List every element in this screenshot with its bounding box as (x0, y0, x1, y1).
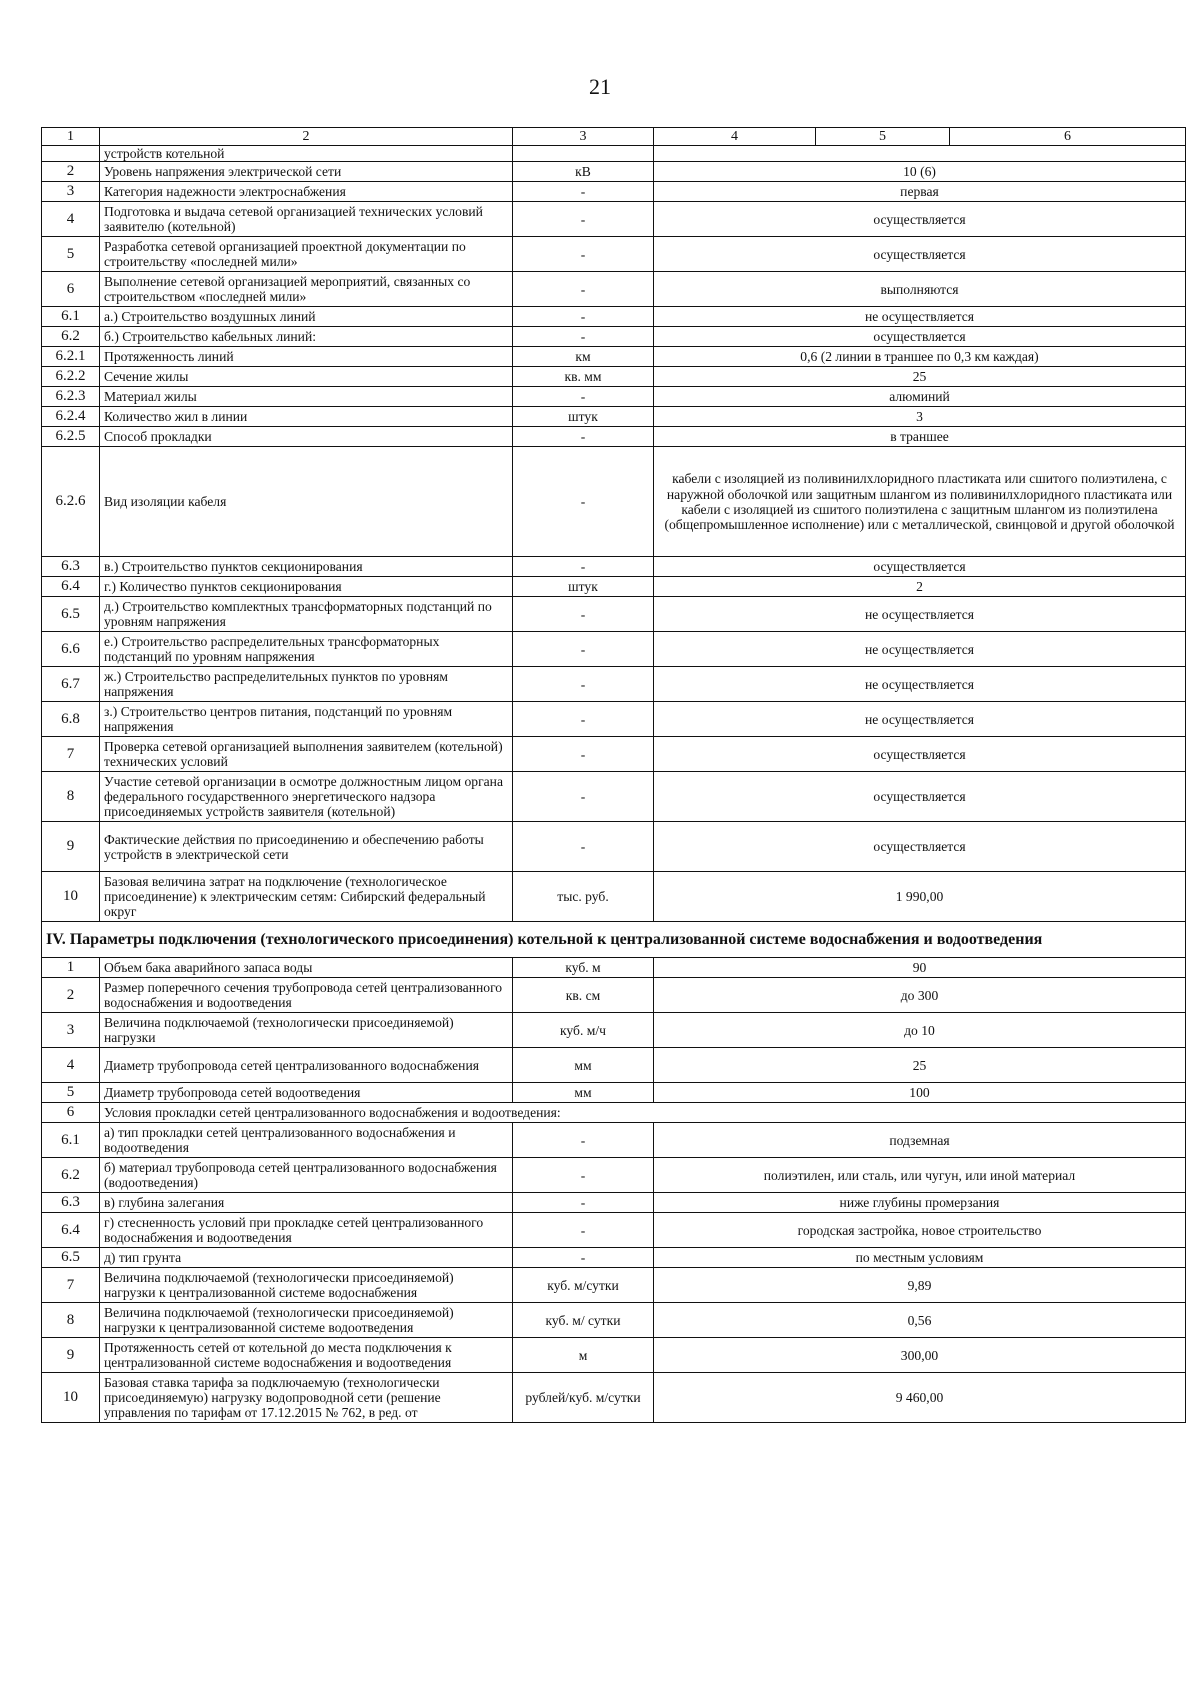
unit-cell: - (513, 822, 654, 872)
header-cell: 2 (100, 128, 513, 146)
unit-cell: тыс. руб. (513, 872, 654, 922)
number-cell: 4 (42, 1048, 100, 1083)
number-cell: 6 (42, 1103, 100, 1123)
value-cell: полиэтилен, или сталь, или чугун, или иной материал (654, 1158, 1186, 1193)
unit-cell: мм (513, 1083, 654, 1103)
number-cell: 6.1 (42, 307, 100, 327)
table-row (42, 1103, 1186, 1123)
number-cell: 6.8 (42, 702, 100, 737)
table-row (42, 407, 1186, 427)
table-row (42, 1123, 1186, 1158)
value-cell: осуществляется (654, 557, 1186, 577)
description-cell: Количество жил в линии (100, 407, 513, 427)
table-row (42, 702, 1186, 737)
number-cell: 9 (42, 822, 100, 872)
table-row (42, 822, 1186, 872)
value-cell: алюминий (654, 387, 1186, 407)
unit-cell: - (513, 597, 654, 632)
description-cell: Категория надежности электроснабжения (100, 182, 513, 202)
unit-cell: - (513, 272, 654, 307)
unit-cell (513, 146, 654, 162)
value-cell: 2 (654, 577, 1186, 597)
value-cell: 100 (654, 1083, 1186, 1103)
value-cell: 25 (654, 367, 1186, 387)
unit-cell: куб. м/сутки (513, 1268, 654, 1303)
value-cell: 9 460,00 (654, 1373, 1186, 1423)
unit-cell: кв. см (513, 978, 654, 1013)
table-row (42, 597, 1186, 632)
unit-cell: - (513, 202, 654, 237)
number-cell: 2 (42, 162, 100, 182)
value-cell: в траншее (654, 427, 1186, 447)
description-cell: Размер поперечного сечения трубопровода сетей централизованного водоснабжения и водоотведения (100, 978, 513, 1013)
unit-cell: - (513, 1248, 654, 1268)
value-cell: 0,6 (2 линии в траншее по 0,3 км каждая) (654, 347, 1186, 367)
number-cell: 6.5 (42, 597, 100, 632)
unit-cell: - (513, 327, 654, 347)
value-cell: кабели с изоляцией из поливинилхлоридного пластиката или сшитого полиэтилена, с наружной оболочкой или защитным шлангом из поливинилхлоридного пластиката или кабели с изоляцией из сшитого полиэтилена с защитным шлангом из полиэтилена (общепромышленное исполнение) или с металлической, свинцовой и другой оболочкой (654, 447, 1186, 557)
table-row (42, 667, 1186, 702)
number-cell: 6.2.4 (42, 407, 100, 427)
number-cell: 7 (42, 737, 100, 772)
table-row (42, 1193, 1186, 1213)
number-cell: 6.2 (42, 1158, 100, 1193)
header-cell: 4 (654, 128, 816, 146)
unit-cell: м (513, 1338, 654, 1373)
value-cell: до 10 (654, 1013, 1186, 1048)
value-cell: осуществляется (654, 237, 1186, 272)
value-cell: 25 (654, 1048, 1186, 1083)
unit-cell: куб. м/ сутки (513, 1303, 654, 1338)
value-cell: 90 (654, 958, 1186, 978)
number-cell: 6.4 (42, 577, 100, 597)
table-row (42, 1048, 1186, 1083)
description-cell: г) стесненность условий при прокладке сетей централизованного водоснабжения и водоотведения (100, 1213, 513, 1248)
number-cell: 6.2.6 (42, 447, 100, 557)
value-cell: осуществляется (654, 327, 1186, 347)
number-cell (42, 146, 100, 162)
description-cell: Разработка сетевой организацией проектной документации по строительству «последней мили» (100, 237, 513, 272)
number-cell: 4 (42, 202, 100, 237)
description-cell: а) тип прокладки сетей централизованного водоснабжения и водоотведения (100, 1123, 513, 1158)
table-row (42, 1213, 1186, 1248)
value-cell: 3 (654, 407, 1186, 427)
continuation-row (42, 146, 1186, 162)
table-row (42, 978, 1186, 1013)
value-cell: не осуществляется (654, 597, 1186, 632)
value-cell: первая (654, 182, 1186, 202)
header-cell: 3 (513, 128, 654, 146)
description-cell: Протяженность линий (100, 347, 513, 367)
value-cell: до 300 (654, 978, 1186, 1013)
table-row (42, 427, 1186, 447)
description-cell: Базовая величина затрат на подключение (технологическое присоединение) к электрическим сетям: Сибирский федеральный округ (100, 872, 513, 922)
table-row (42, 1013, 1186, 1048)
number-cell: 6.7 (42, 667, 100, 702)
table-row (42, 387, 1186, 407)
number-cell: 6.1 (42, 1123, 100, 1158)
number-cell: 6.2 (42, 327, 100, 347)
unit-cell: кв. мм (513, 367, 654, 387)
table-row (42, 347, 1186, 367)
unit-cell: - (513, 667, 654, 702)
unit-cell: - (513, 307, 654, 327)
value-cell: городская застройка, новое строительство (654, 1213, 1186, 1248)
description-cell: Материал жилы (100, 387, 513, 407)
description-cell: г.) Количество пунктов секционирования (100, 577, 513, 597)
unit-cell: - (513, 632, 654, 667)
number-cell: 6.2.2 (42, 367, 100, 387)
unit-cell: - (513, 447, 654, 557)
table-row (42, 272, 1186, 307)
table-row (42, 772, 1186, 822)
description-cell: Диаметр трубопровода сетей централизованного водоснабжения (100, 1048, 513, 1083)
number-cell: 2 (42, 978, 100, 1013)
value-cell: 0,56 (654, 1303, 1186, 1338)
value-cell: подземная (654, 1123, 1186, 1158)
description-cell: устройств котельной (100, 146, 513, 162)
number-cell: 6.5 (42, 1248, 100, 1268)
number-cell: 10 (42, 872, 100, 922)
table-row (42, 202, 1186, 237)
number-cell: 6.3 (42, 557, 100, 577)
unit-cell: - (513, 737, 654, 772)
unit-cell: - (513, 387, 654, 407)
description-cell: Проверка сетевой организацией выполнения заявителем (котельной) технических условий (100, 737, 513, 772)
description-cell: Величина подключаемой (технологически присоединяемой) нагрузки (100, 1013, 513, 1048)
section-title: IV. Параметры подключения (технологического присоединения) котельной к централизованной системе водоснабжения и водоотведения (42, 922, 1186, 958)
table-row (42, 632, 1186, 667)
description-cell: з.) Строительство центров питания, подстанций по уровням напряжения (100, 702, 513, 737)
table-row (42, 327, 1186, 347)
value-cell: по местным условиям (654, 1248, 1186, 1268)
description-cell: Вид изоляции кабеля (100, 447, 513, 557)
description-cell: Условия прокладки сетей централизованного водоснабжения и водоотведения: (100, 1103, 1186, 1123)
number-cell: 8 (42, 1303, 100, 1338)
unit-cell: - (513, 1213, 654, 1248)
unit-cell: - (513, 427, 654, 447)
number-cell: 10 (42, 1373, 100, 1423)
description-cell: а.) Строительство воздушных линий (100, 307, 513, 327)
description-cell: б) материал трубопровода сетей централизованного водоснабжения (водоотведения) (100, 1158, 513, 1193)
value-cell: не осуществляется (654, 307, 1186, 327)
description-cell: в) глубина залегания (100, 1193, 513, 1213)
table-row (42, 237, 1186, 272)
number-cell: 6 (42, 272, 100, 307)
page-number: 21 (589, 74, 611, 99)
table-row (42, 1158, 1186, 1193)
unit-cell: км (513, 347, 654, 367)
number-cell: 7 (42, 1268, 100, 1303)
description-cell: Фактические действия по присоединению и обеспечению работы устройств в электрической сети (100, 822, 513, 872)
unit-cell: рублей/куб. м/сутки (513, 1373, 654, 1423)
unit-cell: - (513, 557, 654, 577)
unit-cell: штук (513, 577, 654, 597)
description-cell: Сечение жилы (100, 367, 513, 387)
value-cell: осуществляется (654, 772, 1186, 822)
number-cell: 1 (42, 958, 100, 978)
unit-cell: - (513, 1193, 654, 1213)
unit-cell: - (513, 182, 654, 202)
table-row (42, 307, 1186, 327)
unit-cell: мм (513, 1048, 654, 1083)
description-cell: в.) Строительство пунктов секционирования (100, 557, 513, 577)
table-row (42, 1248, 1186, 1268)
table-row (42, 872, 1186, 922)
number-cell: 3 (42, 182, 100, 202)
description-cell: Участие сетевой организации в осмотре должностным лицом органа федерального государственного энергетического надзора присоединяемых устройств заявителя (котельной) (100, 772, 513, 822)
value-cell: 1 990,00 (654, 872, 1186, 922)
value-cell: осуществляется (654, 202, 1186, 237)
description-cell: Выполнение сетевой организацией мероприятий, связанных со строительством «последней мили» (100, 272, 513, 307)
number-cell: 3 (42, 1013, 100, 1048)
section-title-row (42, 922, 1186, 958)
description-cell: Уровень напряжения электрической сети (100, 162, 513, 182)
unit-cell: - (513, 1158, 654, 1193)
value-cell: выполняются (654, 272, 1186, 307)
parameters-table (41, 127, 1186, 1423)
unit-cell: - (513, 702, 654, 737)
unit-cell: - (513, 1123, 654, 1158)
description-cell: Базовая ставка тарифа за подключаемую (технологически присоединяемую) нагрузку водопроводной сети (решение управления по тарифам от 17.12.2015 № 762, в ред. от (100, 1373, 513, 1423)
value-cell: осуществляется (654, 822, 1186, 872)
number-cell: 9 (42, 1338, 100, 1373)
description-cell: Протяженность сетей от котельной до места подключения к централизованной системе водоснабжения и водоотведения (100, 1338, 513, 1373)
number-cell: 5 (42, 1083, 100, 1103)
description-cell: д.) Строительство комплектных трансформаторных подстанций по уровням напряжения (100, 597, 513, 632)
header-cell: 5 (816, 128, 950, 146)
description-cell: б.) Строительство кабельных линий: (100, 327, 513, 347)
table-row (42, 557, 1186, 577)
number-cell: 6.3 (42, 1193, 100, 1213)
value-cell: 10 (6) (654, 162, 1186, 182)
number-cell: 6.2.3 (42, 387, 100, 407)
header-cell: 6 (950, 128, 1186, 146)
unit-cell: - (513, 237, 654, 272)
description-cell: Диаметр трубопровода сетей водоотведения (100, 1083, 513, 1103)
value-cell: не осуществляется (654, 667, 1186, 702)
value-cell: не осуществляется (654, 632, 1186, 667)
value-cell (654, 146, 1186, 162)
description-cell: д) тип грунта (100, 1248, 513, 1268)
table-row (42, 1268, 1186, 1303)
header-cell: 1 (42, 128, 100, 146)
unit-cell: кВ (513, 162, 654, 182)
table-row (42, 182, 1186, 202)
table-row (42, 1303, 1186, 1338)
header-row (42, 128, 1186, 146)
description-cell: Подготовка и выдача сетевой организацией технических условий заявителю (котельной) (100, 202, 513, 237)
unit-cell: - (513, 772, 654, 822)
table-row (42, 1373, 1186, 1423)
number-cell: 8 (42, 772, 100, 822)
table-row (42, 1338, 1186, 1373)
description-cell: Величина подключаемой (технологически присоединяемой) нагрузки к централизованной системе водоотведения (100, 1303, 513, 1338)
table-row (42, 577, 1186, 597)
description-cell: Способ прокладки (100, 427, 513, 447)
number-cell: 6.2.1 (42, 347, 100, 367)
description-cell: Величина подключаемой (технологически присоединяемой) нагрузки к централизованной системе водоснабжения (100, 1268, 513, 1303)
description-cell: е.) Строительство распределительных трансформаторных подстанций по уровням напряжения (100, 632, 513, 667)
description-cell: Объем бака аварийного запаса воды (100, 958, 513, 978)
number-cell: 6.4 (42, 1213, 100, 1248)
value-cell: 300,00 (654, 1338, 1186, 1373)
table-row (42, 367, 1186, 387)
table-row (42, 1083, 1186, 1103)
value-cell: осуществляется (654, 737, 1186, 772)
table-row (42, 958, 1186, 978)
unit-cell: куб. м (513, 958, 654, 978)
number-cell: 5 (42, 237, 100, 272)
value-cell: ниже глубины промерзания (654, 1193, 1186, 1213)
value-cell: не осуществляется (654, 702, 1186, 737)
value-cell: 9,89 (654, 1268, 1186, 1303)
description-cell: ж.) Строительство распределительных пунктов по уровням напряжения (100, 667, 513, 702)
unit-cell: штук (513, 407, 654, 427)
table-row (42, 447, 1186, 557)
table-row (42, 162, 1186, 182)
table-row (42, 737, 1186, 772)
number-cell: 6.6 (42, 632, 100, 667)
number-cell: 6.2.5 (42, 427, 100, 447)
unit-cell: куб. м/ч (513, 1013, 654, 1048)
